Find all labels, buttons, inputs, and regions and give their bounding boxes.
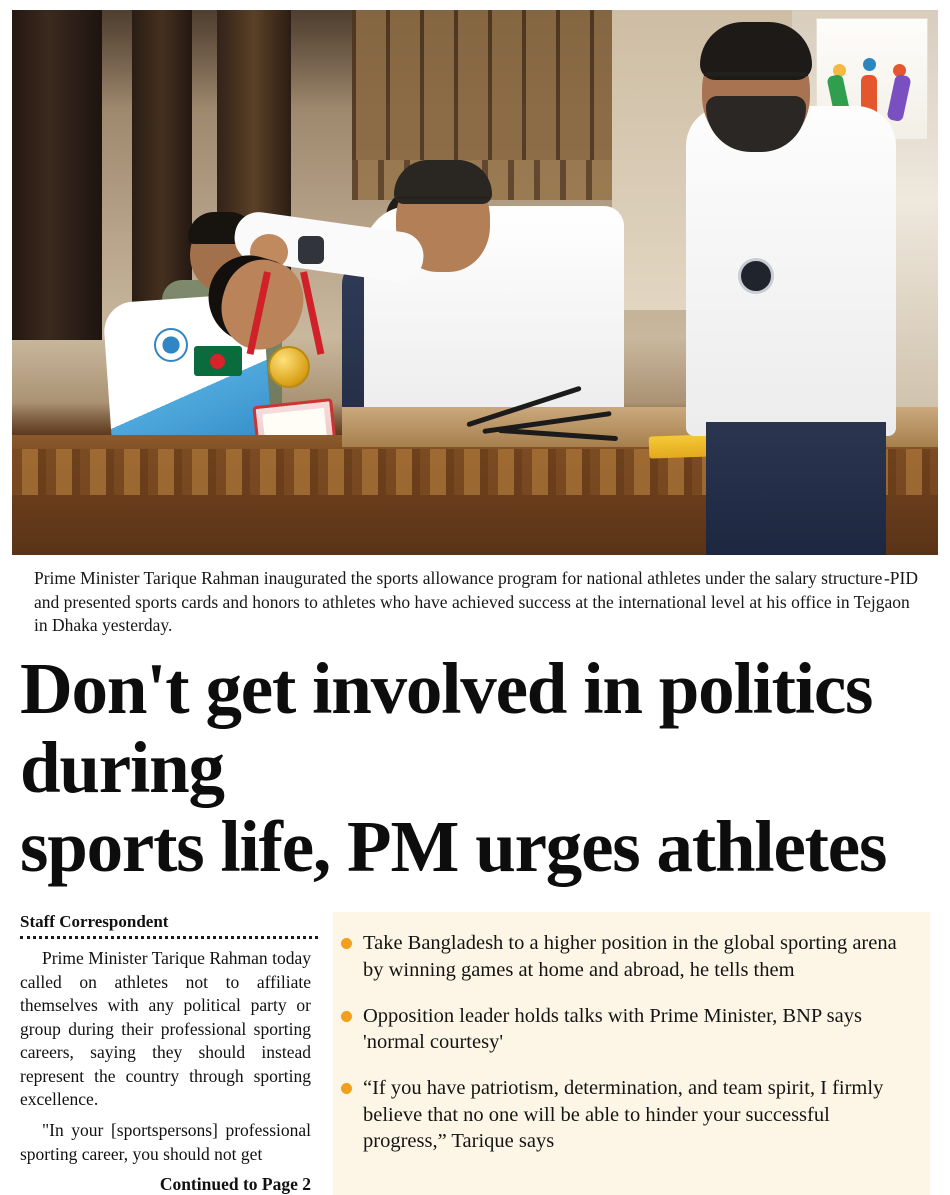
glasses-icon	[398, 196, 490, 213]
bullet-dot-icon	[341, 938, 352, 949]
photo-caption-text: Prime Minister Tarique Rahman inaugurated the sports allowance program for national athletes under the salary structure and presented sports cards and honors to athletes who have achieved success at the international level at his office in Tejgaon in Dhaka yesterday.	[34, 568, 910, 636]
article-body	[12, 912, 938, 1195]
dark-column-left	[12, 10, 102, 340]
headline-line-1: Don't get involved in politics during	[20, 647, 873, 808]
article-photo	[12, 10, 938, 555]
article-paragraph: Prime Minister Tarique Rahman today called on athletes not to affiliate themselves with any political party or group during their professional sporting careers, saying they should instead represent the country through sporting excellence.	[20, 948, 311, 1109]
article-paragraph: "In your [sportspersons] professional sporting career, you should not get	[20, 1120, 311, 1164]
list-item	[363, 930, 914, 982]
list-item	[363, 1003, 914, 1055]
person-standing-pants	[706, 422, 886, 555]
wristwatch-icon	[298, 236, 324, 264]
wristwatch-icon	[738, 258, 774, 294]
dark-column-second	[132, 10, 192, 310]
highlights-box	[333, 912, 930, 1195]
gold-medal-icon	[268, 346, 310, 388]
glasses-icon	[704, 72, 808, 92]
highlight-text: “If you have patriotism, determination, and team spirit, I firmly believe that no one will be able to hinder your successful progress,” Tarique says	[363, 1077, 884, 1152]
bullet-dot-icon	[341, 1011, 352, 1022]
list-item	[363, 1075, 914, 1154]
photo-caption	[12, 567, 938, 638]
headline-line-2: sports life, PM urges athletes	[20, 805, 887, 887]
highlight-text: Take Bangladesh to a higher position in the global sporting arena by winning games at home and abroad, he tells them	[363, 932, 897, 981]
jersey-logo-icon	[154, 328, 188, 362]
bangladesh-flag-circle	[210, 354, 225, 369]
bullet-dot-icon	[341, 1083, 352, 1094]
byline-divider	[20, 936, 318, 939]
person-standing-body	[686, 106, 896, 436]
photo-credit: -PID	[883, 568, 918, 588]
byline: Staff Correspondent	[20, 912, 169, 932]
article-column-left	[20, 912, 325, 1195]
continued-link[interactable]: Continued to Page 2	[159, 1174, 311, 1195]
page-title	[12, 647, 938, 887]
highlight-text: Opposition leader holds talks with Prime Minister, BNP says 'normal courtesy'	[363, 1004, 862, 1054]
